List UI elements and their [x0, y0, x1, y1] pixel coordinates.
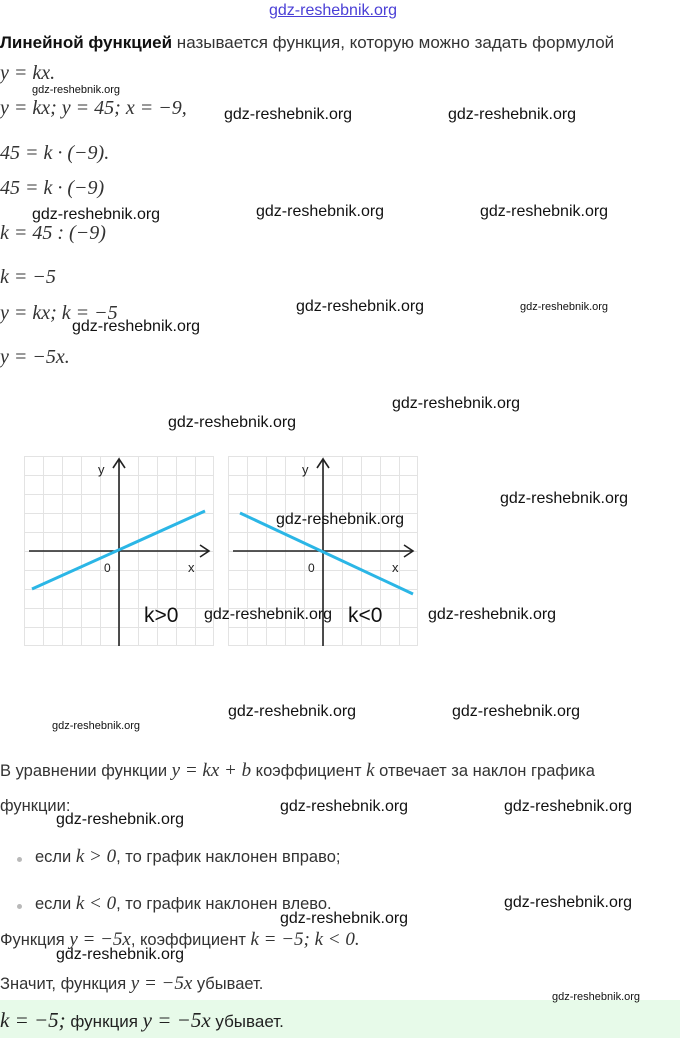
watermark: gdz-reshebnik.org	[56, 946, 185, 963]
conclusion-text: Функция	[0, 931, 70, 949]
solution-line-2: 45 = k · (−9).	[0, 142, 110, 164]
explanation-text: В уравнении функции	[0, 762, 172, 780]
graph-increasing-svg	[24, 456, 214, 646]
watermark: gdz-reshebnik.org	[280, 910, 409, 927]
watermark: gdz-reshebnik.org	[500, 490, 629, 507]
origin-label: 0	[308, 561, 315, 575]
bullet-item-1	[35, 846, 340, 868]
answer-line	[0, 1008, 284, 1033]
x-axis-label: x	[188, 560, 195, 575]
conclusion-line-2	[0, 973, 263, 995]
graph-caption-negative: k<0	[348, 604, 383, 627]
site-link[interactable]: gdz-reshebnik.org	[269, 2, 398, 19]
bullet-formula: k < 0	[75, 893, 117, 914]
watermark: gdz-reshebnik.org	[480, 203, 609, 220]
watermark: gdz-reshebnik.org	[280, 798, 409, 815]
answer-text: функция	[65, 1012, 143, 1031]
explanation-line-1	[0, 760, 595, 782]
answer-formula: y = −5x	[142, 1008, 211, 1032]
explanation-k: k	[366, 760, 375, 781]
watermark: gdz-reshebnik.org	[448, 106, 577, 123]
watermark: gdz-reshebnik.org	[504, 894, 633, 911]
bullet-text: , то график наклонен влево.	[116, 895, 332, 913]
watermark: gdz-reshebnik.org	[520, 301, 609, 313]
conclusion-formula: k = −5; k < 0.	[250, 929, 360, 950]
conclusion-text: , коэффициент	[130, 931, 251, 949]
watermark: gdz-reshebnik.org	[52, 720, 141, 732]
answer-formula: k = −5;	[0, 1008, 66, 1032]
conclusion-formula: y = −5x	[69, 929, 131, 950]
watermark: gdz-reshebnik.org	[32, 84, 121, 96]
bullet-formula: k > 0	[75, 846, 117, 867]
watermark: gdz-reshebnik.org	[168, 414, 297, 431]
watermark: gdz-reshebnik.org	[452, 703, 581, 720]
origin-label: 0	[104, 561, 111, 575]
watermark: gdz-reshebnik.org	[72, 318, 201, 335]
bullet-icon	[17, 857, 22, 862]
explanation-text: коэффициент	[251, 762, 367, 780]
watermark: gdz-reshebnik.org	[392, 395, 521, 412]
definition-formula: y = kx.	[0, 62, 56, 84]
bullet-text: если	[35, 848, 76, 866]
solution-line-3: 45 = k · (−9)	[0, 177, 105, 199]
watermark: gdz-reshebnik.org	[56, 811, 185, 828]
explanation-text: отвечает за наклон графика	[374, 762, 595, 780]
watermark: gdz-reshebnik.org	[552, 991, 641, 1003]
conclusion-formula: y = −5x	[130, 973, 193, 994]
x-axis-label: x	[392, 560, 399, 575]
bullet-text: , то график наклонен вправо;	[116, 848, 341, 866]
watermark: gdz-reshebnik.org	[296, 298, 425, 315]
bullet-icon	[17, 904, 22, 909]
y-axis-label: y	[98, 462, 105, 477]
definition-line	[0, 33, 614, 53]
watermark: gdz-reshebnik.org	[32, 206, 161, 223]
watermark: gdz-reshebnik.org	[256, 203, 385, 220]
solution-line-4: k = 45 : (−9)	[0, 222, 106, 244]
watermark: gdz-reshebnik.org	[276, 511, 405, 528]
solution-line-5: k = −5	[0, 266, 56, 288]
conclusion-text: Значит, функция	[0, 975, 131, 993]
solution-line-6: y = kx; k = −5	[0, 302, 118, 324]
watermark: gdz-reshebnik.org	[228, 703, 357, 720]
solution-line-1: y = kx; y = 45; x = −9,	[0, 97, 187, 119]
graph-increasing	[24, 456, 214, 646]
graph-caption-positive: k>0	[144, 604, 179, 627]
watermark: gdz-reshebnik.org	[428, 606, 557, 623]
solution-line-7: y = −5x.	[0, 346, 70, 368]
definition-term: Линейной функцией	[0, 33, 173, 52]
watermark: gdz-reshebnik.org	[204, 606, 333, 623]
conclusion-text: убывает.	[192, 975, 264, 993]
answer-text: убывает.	[210, 1012, 284, 1031]
y-axis-label: y	[302, 462, 309, 477]
watermark: gdz-reshebnik.org	[504, 798, 633, 815]
watermark: gdz-reshebnik.org	[224, 106, 353, 123]
explanation-line-2: функции:	[0, 797, 71, 815]
explanation-formula: y = kx + b	[171, 760, 252, 781]
bullet-text: если	[35, 895, 76, 913]
definition-text: называется функция, которую можно задать формулой	[172, 33, 615, 52]
